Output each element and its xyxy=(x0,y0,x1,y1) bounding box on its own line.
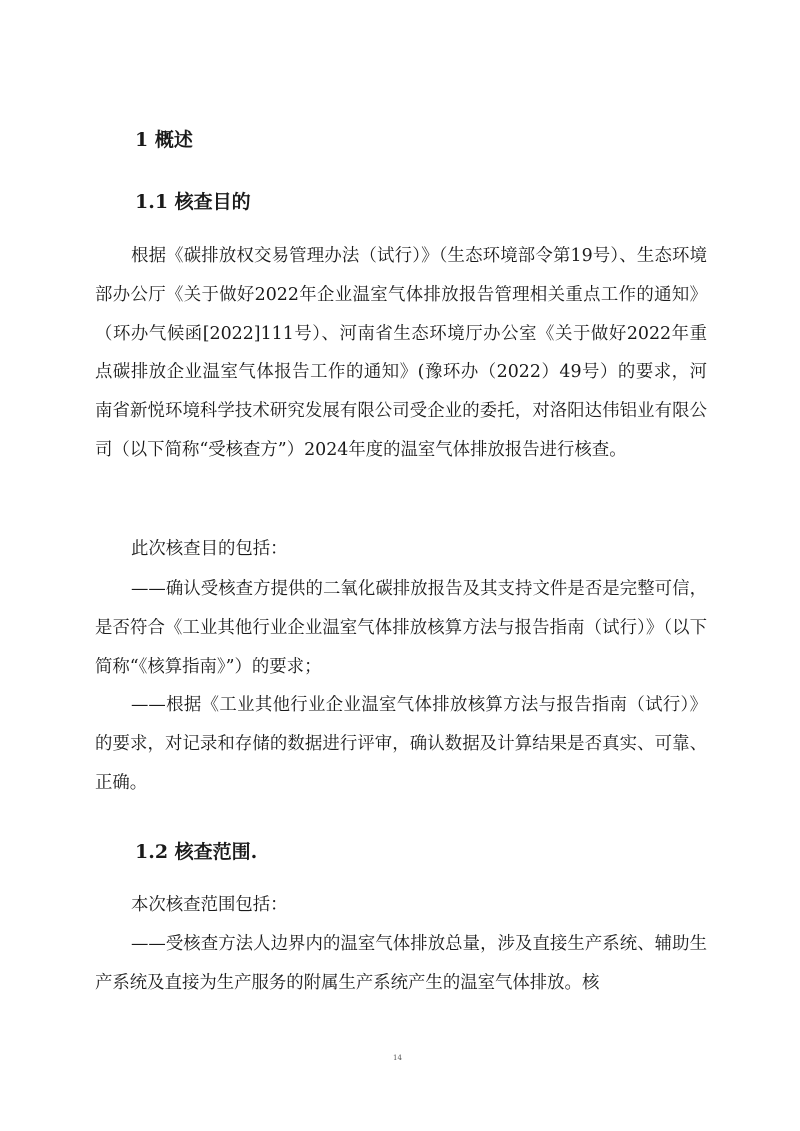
chapter-heading: 1 概述 xyxy=(135,129,193,151)
paragraph-purpose-item-2: ——根据《工业其他行业企业温室气体排放核算方法与报告指南（试行）》的要求，对记录和存储的数据进行评审，确认数据及计算结果是否真实、可靠、正确。 xyxy=(95,695,707,793)
page-number: 14 xyxy=(393,1054,402,1062)
paragraph-purpose-intro: 此次核查目的包括： xyxy=(131,539,288,559)
paragraph-scope-item-1: ——受核查方法人边界内的温室气体排放总量，涉及直接生产系统、辅助生产系统及直接为生产服务的附属生产系统产生的温室气体排放。核 xyxy=(95,934,707,993)
paragraph-basis: 根据《碳排放权交易管理办法（试行）》（生态环境部令第19号）、生态环境部办公厅《关于做好2022年企业温室气体排放报告管理相关重点工作的通知》（环办气候函[2022]111号）、河南省生态环境厅办公室《关于做好2022年重点碳排放企业温室气体报告工作的通知》(豫环办（2022）49号）的要求，河南省新悦环境科学技术研究发展有限公司受企业的委托，对洛阳达伟铝业有限公司（以下简称“受核查方”）2024年度的温室气体排放报告进行核查。 xyxy=(95,246,707,460)
paragraph-scope-intro: 本次核查范围包括： xyxy=(131,895,288,915)
section-heading-purpose: 1.1 核查目的 xyxy=(135,191,251,213)
paragraph-purpose-item-1: ——确认受核查方提供的二氧化碳排放报告及其支持文件是否是完整可信，是否符合《工业其他行业企业温室气体排放核算方法与报告指南（试行）》（以下简称“《核算指南》”）的要求； xyxy=(95,579,707,677)
section-heading-scope: 1.2 核查范围. xyxy=(135,841,258,863)
